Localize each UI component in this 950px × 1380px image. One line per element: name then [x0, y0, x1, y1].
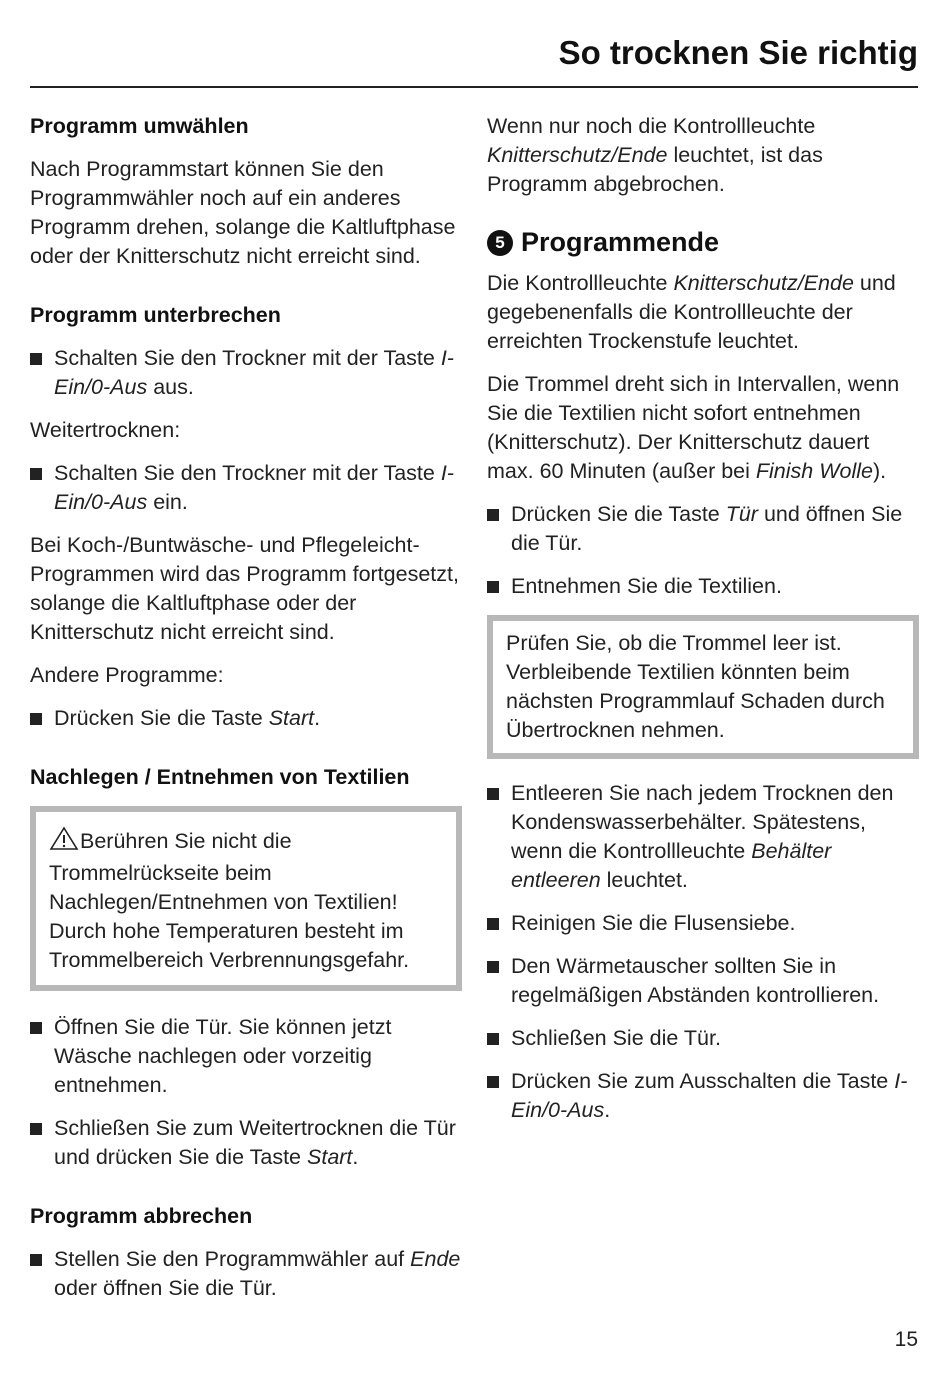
bullet-text: .: [604, 1098, 611, 1122]
bullet-text: ein.: [147, 490, 188, 514]
paragraph-text: Die Trommel dreht sich in Intervallen, wenn Sie die Textilien nicht sofort entnehmen (Knitterschutz). Der Knitterschutz dauert max. 60 Minuten (außer bei: [487, 372, 900, 483]
indicator-name: Knitterschutz/Ende: [673, 271, 854, 295]
warning-text: Berühren Sie nicht die Trommelrückseite beim Nachlegen/Entnehmen von Textilien! Durch hohe Temperaturen besteht im Trommelbereich Verbrennungsgefahr.: [49, 829, 410, 972]
bullet-text: aus.: [147, 375, 194, 399]
bullet-text: Drücken Sie zum Ausschalten die Taste: [511, 1069, 895, 1093]
paragraph-kochwaesche: Bei Koch-/Buntwäsche- und Pflegeleicht-Programmen wird das Programm fortgesetzt, solange die Kaltluftphase oder der Knitterschutz nicht erreicht sind.: [30, 533, 459, 644]
heading-text: Programmende: [521, 227, 720, 257]
bullet-programm-abbrechen: [30, 1245, 462, 1303]
bullet-text: und öffnen Sie die Tür.: [511, 502, 903, 555]
paragraph-text: leuchtet, ist das Programm abgebrochen.: [487, 143, 823, 196]
warning-box: [30, 806, 462, 991]
button-name: I-Ein/0-Aus: [511, 1069, 908, 1122]
bullet-taste-tuer: [487, 500, 919, 558]
indicator-name: Behälter entleeren: [511, 839, 832, 892]
paragraph-weitertrocknen: Weitertrocknen:: [30, 418, 181, 442]
paragraph-abgebrochen: [487, 112, 919, 199]
bullet-text: Entleeren Sie nach jedem Trocknen den Kondenswasserbehälter. Spätestens, wenn die Kontrollleuchte: [511, 781, 894, 863]
paragraph-text: Die Kontrollleuchte: [487, 271, 674, 295]
heading-programmende: [487, 225, 919, 259]
button-name: I-Ein/0-Aus: [54, 346, 454, 399]
bullet-text: .: [314, 706, 321, 730]
bullet-text: oder öffnen Sie die Tür.: [54, 1276, 277, 1300]
bullet-text: leuchtet.: [600, 868, 688, 892]
bullet-kondenswasser: [487, 779, 919, 895]
note-box: Prüfen Sie, ob die Trommel leer ist. Verbleibende Textilien könnten beim nächsten Programmlauf Schaden durch Übertrocknen nehmen.: [487, 615, 919, 759]
bullet-flusensiebe: Reinigen Sie die Flusensiebe.: [487, 909, 919, 938]
bullet-ausschalten: [487, 1067, 919, 1125]
paragraph-text: Wenn nur noch die Kontrollleuchte: [487, 114, 816, 138]
heading-programm-unterbrechen: Programm unterbrechen: [30, 303, 281, 327]
left-column: [30, 112, 462, 1317]
bullet-entnehmen: Entnehmen Sie die Textilien.: [487, 572, 919, 601]
bullet-text: Drücken Sie die Taste: [511, 502, 726, 526]
paragraph-text: und gegebenenfalls die Kontrollleuchte der erreichten Trockenstufe leuchtet.: [487, 271, 896, 353]
paragraph-andere-programme: Andere Programme:: [30, 663, 224, 687]
program-name: Ende: [410, 1247, 461, 1271]
right-column: [487, 112, 919, 1139]
bullet-trockner-aus: [30, 344, 462, 402]
paragraph-kontrollleuchte: [487, 269, 919, 356]
bullet-tuer-oeffnen: Öffnen Sie die Tür. Sie können jetzt Wäsche nachlegen oder vorzeitig entnehmen.: [30, 1013, 462, 1100]
bullet-tuer-schliessen: Schließen Sie die Tür.: [487, 1024, 919, 1053]
paragraph-intervalle: [487, 370, 919, 486]
heading-programm-umwaehlen: Programm umwählen: [30, 114, 249, 138]
bullet-text: Schalten Sie den Trockner mit der Taste: [54, 346, 441, 370]
page-number: 15: [894, 1328, 918, 1351]
bullet-text: Schließen Sie zum Weitertrocknen die Tür und drücken Sie die Taste: [54, 1116, 456, 1169]
bullet-trockner-ein: [30, 459, 462, 517]
bullet-waermetauscher: Den Wärmetauscher sollten Sie in regelmäßigen Abständen kontrollieren.: [487, 952, 919, 1010]
bullet-text: Schalten Sie den Trockner mit der Taste: [54, 461, 441, 485]
bullet-taste-start: [30, 704, 462, 733]
button-name: Tür: [725, 502, 758, 526]
bullet-text: Drücken Sie die Taste: [54, 706, 269, 730]
bullet-text: .: [352, 1145, 359, 1169]
indicator-name: Knitterschutz/Ende: [487, 143, 668, 167]
button-name: Start: [307, 1145, 353, 1169]
paragraph-umwaehlen: Nach Programmstart können Sie den Programmwähler noch auf ein anderes Programm drehen, solange die Kaltluftphase oder der Knitterschutz nicht erreicht sind.: [30, 157, 456, 268]
heading-programm-abbrechen: Programm abbrechen: [30, 1204, 253, 1228]
header-rule: [30, 86, 918, 88]
button-name: Start: [268, 706, 315, 730]
paragraph-text: ).: [872, 459, 887, 483]
page-title: So trocknen Sie richtig: [558, 34, 918, 71]
step-number-badge: 5: [487, 230, 513, 256]
bullet-text: Stellen Sie den Programmwähler auf: [54, 1247, 411, 1271]
button-name: I-Ein/0-Aus: [54, 461, 454, 514]
warning-icon: [49, 826, 79, 859]
bullet-weitertrocknen: [30, 1114, 462, 1172]
heading-nachlegen: Nachlegen / Entnehmen von Textilien: [30, 765, 410, 789]
program-name: Finish Wolle: [755, 459, 873, 483]
